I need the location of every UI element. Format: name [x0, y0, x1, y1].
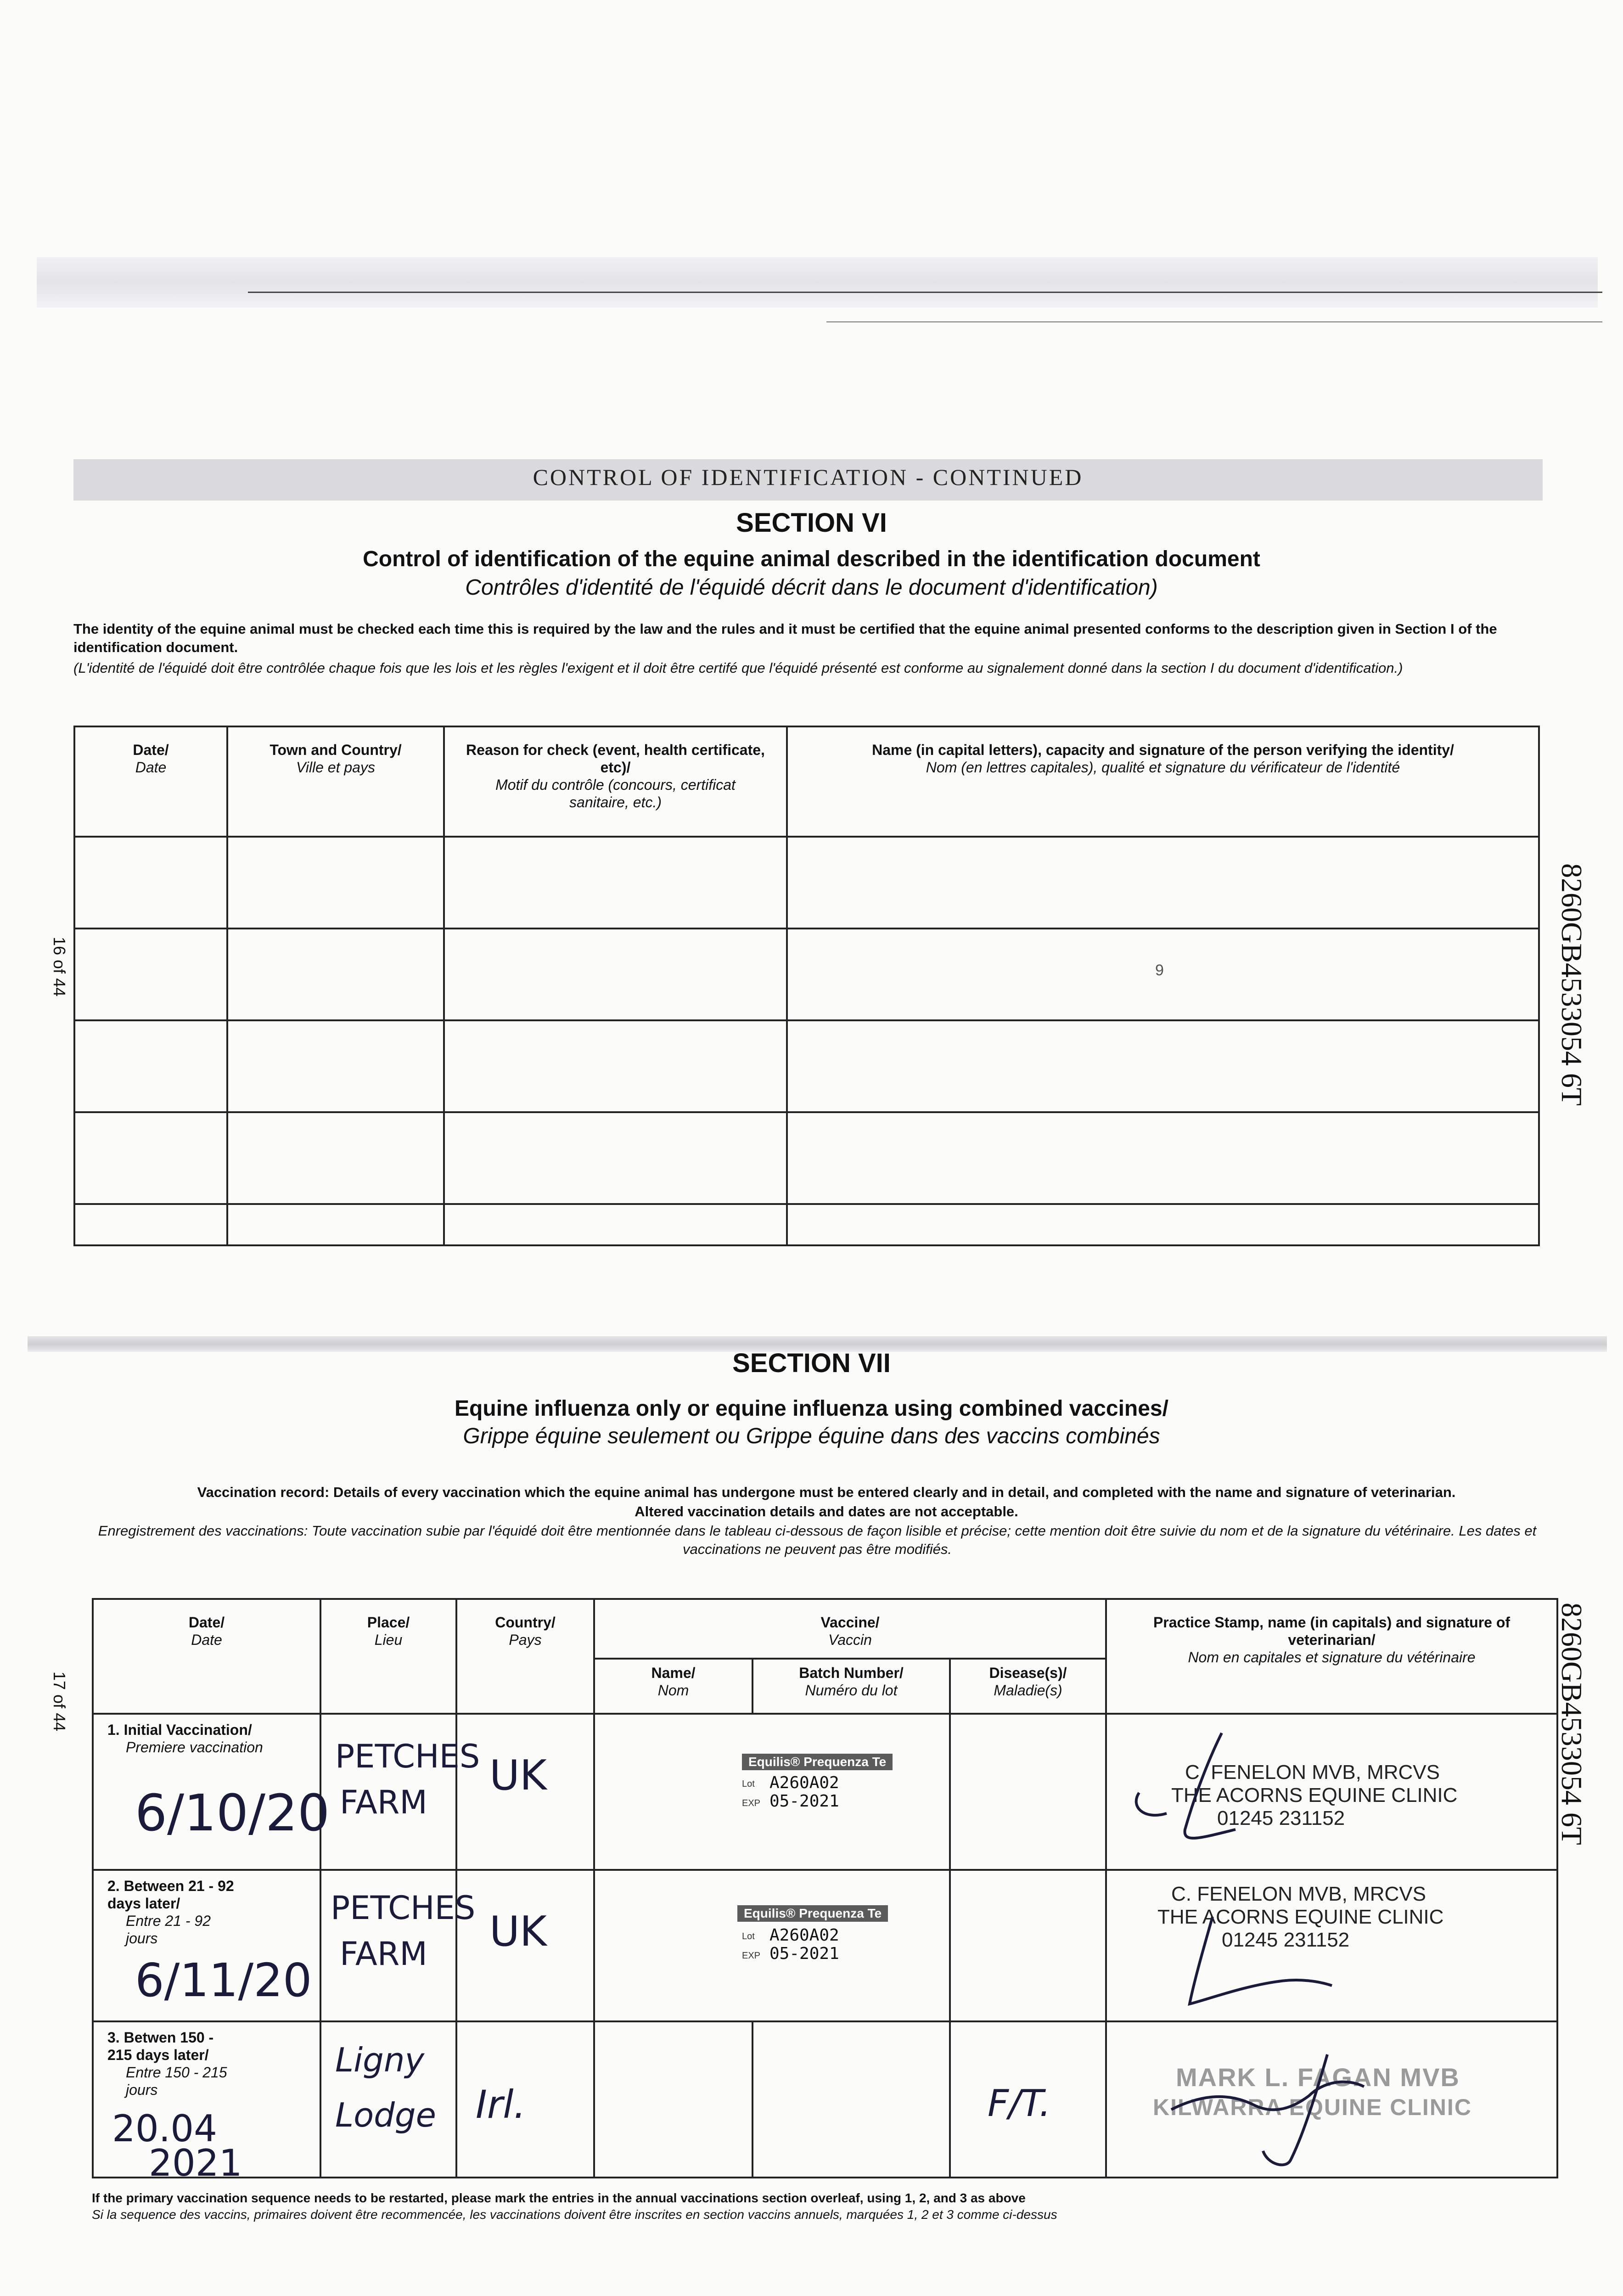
- section-7-subtitle-fr: Grippe équine seulement ou Grippe équine dans des vaccins combinés: [463, 1424, 1160, 1448]
- identity-check-row: [74, 1020, 1539, 1112]
- vac-2-label: 2. Between 21 - 92 days later/: [107, 1878, 234, 1912]
- vac-2-lot-label: Lot: [742, 1931, 755, 1941]
- header-vac-date: Date/ Date: [93, 1599, 320, 1714]
- vac-1-vaccine-sticker: Equilis® Prequenza Te: [742, 1754, 893, 1770]
- vac-2-lot: A260A02: [769, 1926, 839, 1945]
- vac-1-country-cell[interactable]: [456, 1714, 594, 1870]
- section-6-instruction-fr: (L'identité de l'équidé doit être contrôlée chaque fois que les lois et les règles l'exigent et il doit être certifé que l'équidé présenté est conforme au signalement donné dans la section I du document d'identification.): [73, 660, 1403, 676]
- town-cell[interactable]: [227, 1204, 444, 1245]
- vac-3-date-cell[interactable]: [93, 2021, 320, 2184]
- vac-1-vaccine-cell[interactable]: [594, 1714, 950, 1870]
- vac-1-place-line-1: PETCHES: [335, 1738, 480, 1775]
- section-6-subtitle-en: Control of identification of the equine animal described in the identification document: [363, 547, 1260, 571]
- identity-check-header-row: [74, 726, 1539, 837]
- header-batch-number: Batch Number/ Numéro du lot: [753, 1659, 950, 1714]
- verifier-cell[interactable]: [787, 1020, 1539, 1112]
- vac-1-signature: [1125, 1724, 1309, 1857]
- section-7-instruction-fr: Enregistrement des vaccinations: Toute vaccination subie par l'équidé doit être mentionnée dans le tableau ci-dessous de façon lisible et précise; cette mention doit être suivie du nom et de la signature du vétérinaire. Les dates et vaccinations ne peuvent pas être modifiés.: [98, 1523, 1537, 1557]
- header-vac-country: Country/ Pays: [456, 1599, 594, 1714]
- vac-3-batch-cell[interactable]: [753, 2021, 950, 2178]
- date-cell[interactable]: [74, 837, 227, 929]
- date-cell[interactable]: [74, 1112, 227, 1204]
- town-cell[interactable]: [227, 1020, 444, 1112]
- reason-cell[interactable]: [444, 837, 787, 929]
- vaccination-table: [92, 1598, 1558, 2184]
- reason-cell[interactable]: [444, 1112, 787, 1204]
- vac-3-stamp-cell[interactable]: [1106, 2021, 1557, 2178]
- vac-1-stamp-clinic: THE ACORNS EQUINE CLINIC: [1171, 1784, 1458, 1806]
- town-cell[interactable]: [227, 1112, 444, 1204]
- date-cell[interactable]: [74, 929, 227, 1020]
- vac-3-disease-cell[interactable]: [950, 2021, 1106, 2178]
- vac-2-vaccine-sticker: Equilis® Prequenza Te: [737, 1905, 888, 1922]
- vac-2-stamp-name: C. FENELON MVB, MRCVS: [1171, 1883, 1426, 1905]
- vac-1-label-fr: Premiere vaccination: [126, 1739, 263, 1756]
- vac-3-disease: F/T.: [988, 2082, 1051, 2125]
- identity-check-row: [74, 1204, 1539, 1245]
- vac-3-place-line-2: Lodge: [335, 2096, 436, 2134]
- town-cell[interactable]: [227, 929, 444, 1020]
- section-6-subtitle-fr: Contrôles d'identité de l'équidé décrit dans le document d'identification): [465, 575, 1158, 600]
- identity-check-row: [74, 837, 1539, 929]
- vac-2-place-line-2: FARM: [340, 1935, 427, 1973]
- header-reason: Reason for check (event, health certificate, etc)/ Motif du contrôle (concours, certificat sanitaire, etc.): [444, 726, 787, 837]
- vac-2-date: 6/11/20: [135, 1953, 312, 2007]
- header-vac-place: Place/ Lieu: [320, 1599, 456, 1714]
- vac-1-stamp-phone: 01245 231152: [1217, 1807, 1345, 1829]
- fold-line-lower: [826, 321, 1602, 322]
- stray-mark: 9: [1155, 962, 1164, 979]
- document-number-upper: 8260GB4533054 6T: [1556, 863, 1588, 1106]
- document-number-lower: 8260GB4533054 6T: [1556, 1603, 1588, 1845]
- vac-2-label-fr: Entre 21 - 92 jours: [126, 1913, 211, 1947]
- vac-1-lot-label: Lot: [742, 1779, 755, 1789]
- vaccination-row-2: [93, 1870, 1557, 2021]
- vac-3-date-line-2: 2021: [149, 2142, 242, 2184]
- vac-2-place-cell[interactable]: [320, 1870, 476, 2021]
- vaccination-row-1: [93, 1714, 1557, 1870]
- fold-line: [248, 292, 1602, 293]
- reason-cell[interactable]: [444, 1020, 787, 1112]
- section-7-subtitle-en: Equine influenza only or equine influenza using combined vaccines/: [455, 1396, 1168, 1421]
- header-disease: Disease(s)/ Maladie(s): [950, 1659, 1106, 1714]
- verifier-cell[interactable]: [787, 837, 1539, 929]
- vac-3-country-cell[interactable]: [456, 2021, 594, 2178]
- vac-3-signature: [1153, 2041, 1428, 2178]
- vac-1-lot: A260A02: [769, 1773, 839, 1792]
- vac-1-disease-cell[interactable]: [950, 1714, 1106, 1870]
- identity-check-table: [73, 726, 1540, 1246]
- verifier-cell[interactable]: [787, 929, 1539, 1020]
- footer-note-fr: Si la sequence des vaccins, primaires doivent être recommencée, les vaccinations doivent être inscrites en section vaccins annuels, marquées 1, 2 et 3 comme ci-dessus: [92, 2207, 1057, 2222]
- vac-3-stamp-clinic: KILWARRA EQUINE CLINIC: [1153, 2094, 1472, 2120]
- identity-check-row: [74, 929, 1539, 1020]
- vac-2-stamp-clinic: THE ACORNS EQUINE CLINIC: [1157, 1906, 1444, 1928]
- vac-2-stamp-phone: 01245 231152: [1222, 1929, 1350, 1951]
- section-7-title: SECTION VII: [732, 1348, 891, 1378]
- verifier-cell[interactable]: [787, 1112, 1539, 1204]
- vac-3-place-cell[interactable]: [320, 2021, 456, 2178]
- footer-note-en: If the primary vaccination sequence needs to be restarted, please mark the entries in the annual vaccinations section overleaf, using 1, 2, and 3 as above: [92, 2191, 1026, 2205]
- reason-cell[interactable]: [444, 929, 787, 1020]
- reason-cell[interactable]: [444, 1204, 787, 1245]
- vac-3-stamp-name: MARK L. FAGAN MVB: [1176, 2063, 1460, 2092]
- vac-1-exp: 05-2021: [769, 1792, 839, 1811]
- section-7-instruction-en: Vaccination record: Details of every vaccination which the equine animal has undergone must be entered clearly and in detail, and completed with the name and signature of veterinarian.: [197, 1484, 1456, 1500]
- header-town-country: Town and Country/ Ville et pays: [227, 726, 444, 837]
- continued-title: CONTROL OF IDENTIFICATION - CONTINUED: [533, 464, 1084, 490]
- vac-2-exp-label: EXP: [742, 1951, 761, 1961]
- vac-2-disease-cell[interactable]: [950, 1870, 1106, 2021]
- vac-2-signature: [1162, 1912, 1346, 2018]
- header-practice-stamp: Practice Stamp, name (in capitals) and signature of veterinarian/ Nom en capitales et signature du vétérinaire: [1106, 1599, 1557, 1714]
- header-vaccine-name: Name/ Nom: [594, 1659, 753, 1714]
- vac-3-place-line-1: Ligny: [335, 2041, 425, 2079]
- date-cell[interactable]: [74, 1020, 227, 1112]
- vac-2-exp: 05-2021: [769, 1944, 839, 1963]
- section-6-instruction-en: The identity of the equine animal must be checked each time this is required by the law and the rules and it must be certified that the equine animal presented conforms to the description given in Section I of the identification document.: [73, 621, 1497, 655]
- town-cell[interactable]: [227, 837, 444, 929]
- vac-2-country-cell[interactable]: [456, 1870, 594, 2021]
- vac-3-country: Irl.: [476, 2082, 526, 2127]
- vac-1-country: UK: [489, 1751, 547, 1800]
- identity-check-row: [74, 1112, 1539, 1204]
- header-verifier: Name (in capital letters), capacity and signature of the person verifying the identity/ Nom (en lettres capitales), qualité et signature du vérificateur de l'identité: [787, 726, 1539, 837]
- vac-2-place-line-1: PETCHES: [331, 1889, 476, 1927]
- vac-1-date: 6/10/20: [135, 1784, 330, 1842]
- header-vaccine: Vaccine/ Vaccin: [594, 1599, 1106, 1659]
- vac-1-exp-label: EXP: [742, 1798, 761, 1808]
- vac-1-place-cell[interactable]: [320, 1714, 480, 1870]
- section-6-title: SECTION VI: [736, 508, 887, 538]
- vac-1-label: 1. Initial Vaccination/: [107, 1722, 252, 1738]
- vaccination-row-3: [93, 2021, 1557, 2178]
- vac-2-country: UK: [489, 1908, 547, 1956]
- date-cell[interactable]: [74, 1204, 227, 1245]
- section-7-instruction-en-2: Altered vaccination details and dates are not acceptable.: [635, 1503, 1018, 1519]
- vac-2-vaccine-cell[interactable]: [594, 1870, 950, 2021]
- vac-3-label-fr: Entre 150 - 215 jours: [126, 2064, 227, 2098]
- verifier-cell[interactable]: [787, 1204, 1539, 1245]
- vac-1-place-line-2: FARM: [340, 1784, 427, 1821]
- vac-3-date-line-1: 20.04: [112, 2107, 218, 2150]
- vac-1-stamp-cell[interactable]: [1106, 1714, 1557, 1870]
- page-number-upper: 16 of 44: [50, 937, 69, 997]
- vac-3-vaccine-name-cell[interactable]: [594, 2021, 753, 2178]
- vac-2-stamp-cell[interactable]: [1106, 1870, 1557, 2021]
- page-number-lower: 17 of 44: [50, 1671, 69, 1732]
- header-date: Date/ Date: [74, 726, 227, 837]
- scan-shadow-band: [37, 257, 1598, 308]
- vac-1-date-cell[interactable]: [93, 1714, 330, 1870]
- vac-2-date-cell[interactable]: [93, 1870, 320, 2021]
- vac-1-stamp-name: C. FENELON MVB, MRCVS: [1185, 1761, 1440, 1784]
- vac-3-label: 3. Betwen 150 - 215 days later/: [107, 2029, 214, 2063]
